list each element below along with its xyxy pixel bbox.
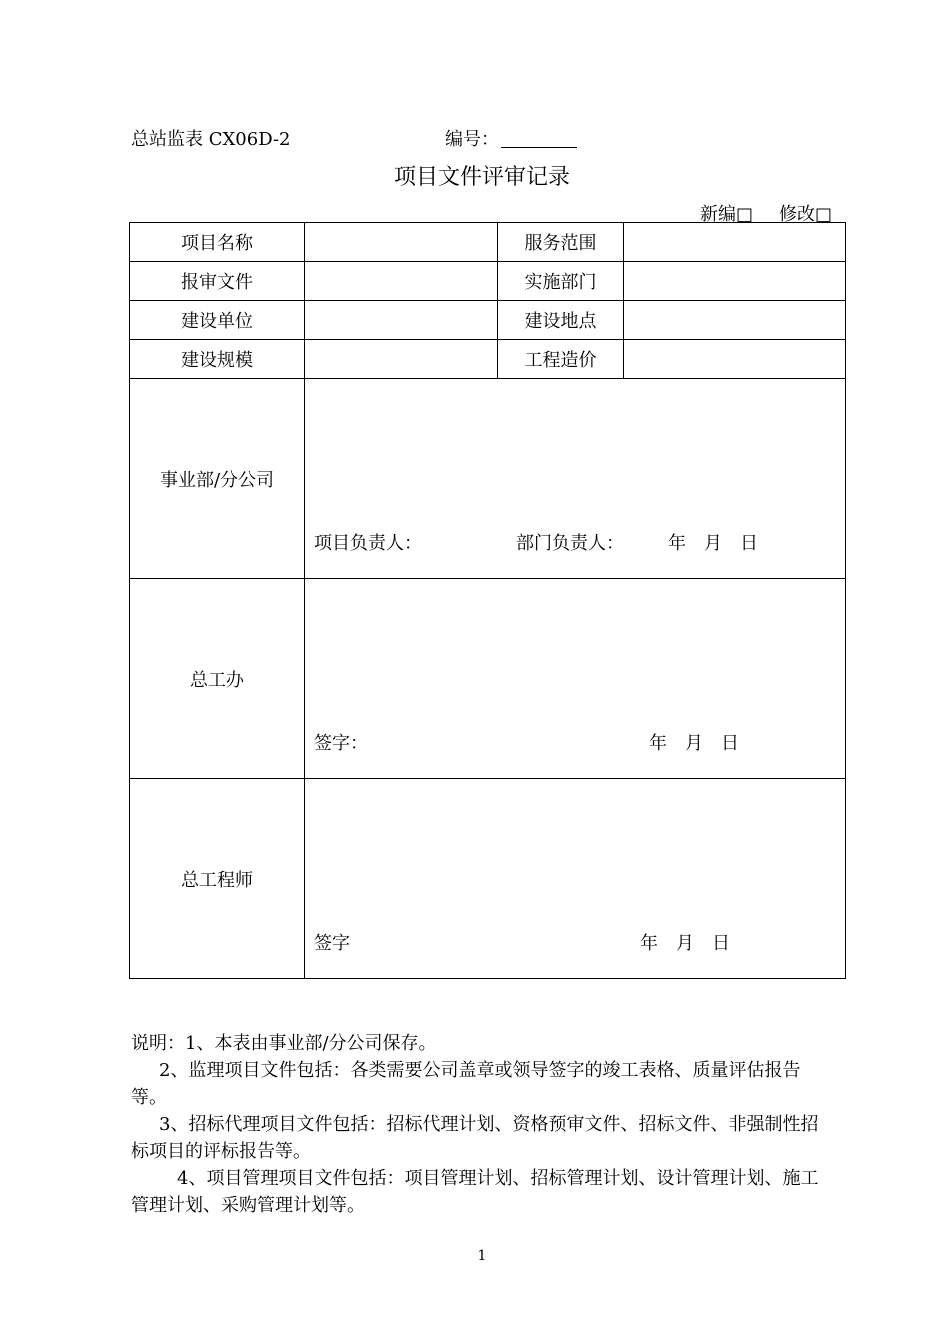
form-code: 总站监表 CX06D-2 <box>131 129 291 150</box>
page-title: 项目文件评审记录 <box>393 165 570 190</box>
table-row <box>130 223 846 262</box>
number-label: 编号： <box>445 129 499 150</box>
table-row <box>130 379 846 579</box>
label-submitted-file: 报审文件 <box>130 262 305 301</box>
label-construction-unit: 建设单位 <box>130 301 305 340</box>
chief-office-review-area[interactable] <box>305 579 846 779</box>
label-construction-scale: 建设规模 <box>130 340 305 379</box>
notes <box>131 1030 831 1219</box>
division-review-area[interactable] <box>305 379 846 579</box>
dept-lead-label: 部门负责人： <box>516 533 624 554</box>
table-row <box>130 262 846 301</box>
division-date: 年 月 日 <box>668 533 758 554</box>
value-construction-site[interactable] <box>624 301 846 340</box>
note-2: 2、监理项目文件包括：各类需要公司盖章或领导签字的竣工表格、质量评估报告等。 <box>131 1060 801 1108</box>
office-date: 年 月 日 <box>649 733 739 754</box>
label-project-cost: 工程造价 <box>498 340 624 379</box>
label-chief-engineer: 总工程师 <box>130 779 305 979</box>
value-implementing-dept[interactable] <box>624 262 846 301</box>
chief-sign-label: 签字 <box>314 933 350 954</box>
table-row <box>130 301 846 340</box>
note-4: 4、项目管理项目文件包括：项目管理计划、招标管理计划、设计管理计划、施工管理计划、采购管理计划等。 <box>131 1168 819 1216</box>
flag-new: 新编□ <box>699 204 753 225</box>
page-number: 1 <box>477 1248 487 1264</box>
chief-engineer-review-area[interactable] <box>305 779 846 979</box>
value-submitted-file[interactable] <box>305 262 498 301</box>
label-construction-site: 建设地点 <box>498 301 624 340</box>
number-field <box>445 125 577 151</box>
value-service-scope[interactable] <box>624 223 846 262</box>
value-construction-scale[interactable] <box>305 340 498 379</box>
note-3: 3、招标代理项目文件包括：招标代理计划、资格预审文件、招标文件、非强制性招标项目的评标报告等。 <box>131 1114 819 1162</box>
label-chief-office: 总工办 <box>130 579 305 779</box>
table-row <box>130 340 846 379</box>
value-construction-unit[interactable] <box>305 301 498 340</box>
label-service-scope: 服务范围 <box>498 223 624 262</box>
label-implementing-dept: 实施部门 <box>498 262 624 301</box>
project-lead-label: 项目负责人： <box>314 533 422 554</box>
office-sign-label: 签字： <box>314 733 368 754</box>
note-1: 说明：1、本表由事业部/分公司保存。 <box>131 1033 437 1054</box>
label-project-name: 项目名称 <box>130 223 305 262</box>
value-project-name[interactable] <box>305 223 498 262</box>
table-row <box>130 579 846 779</box>
review-table <box>129 222 846 979</box>
label-division: 事业部/分公司 <box>130 379 305 579</box>
number-blank <box>501 129 577 148</box>
value-project-cost[interactable] <box>624 340 846 379</box>
flag-modify: 修改□ <box>778 204 832 225</box>
table-row <box>130 779 846 979</box>
chief-date: 年 月 日 <box>640 933 730 954</box>
